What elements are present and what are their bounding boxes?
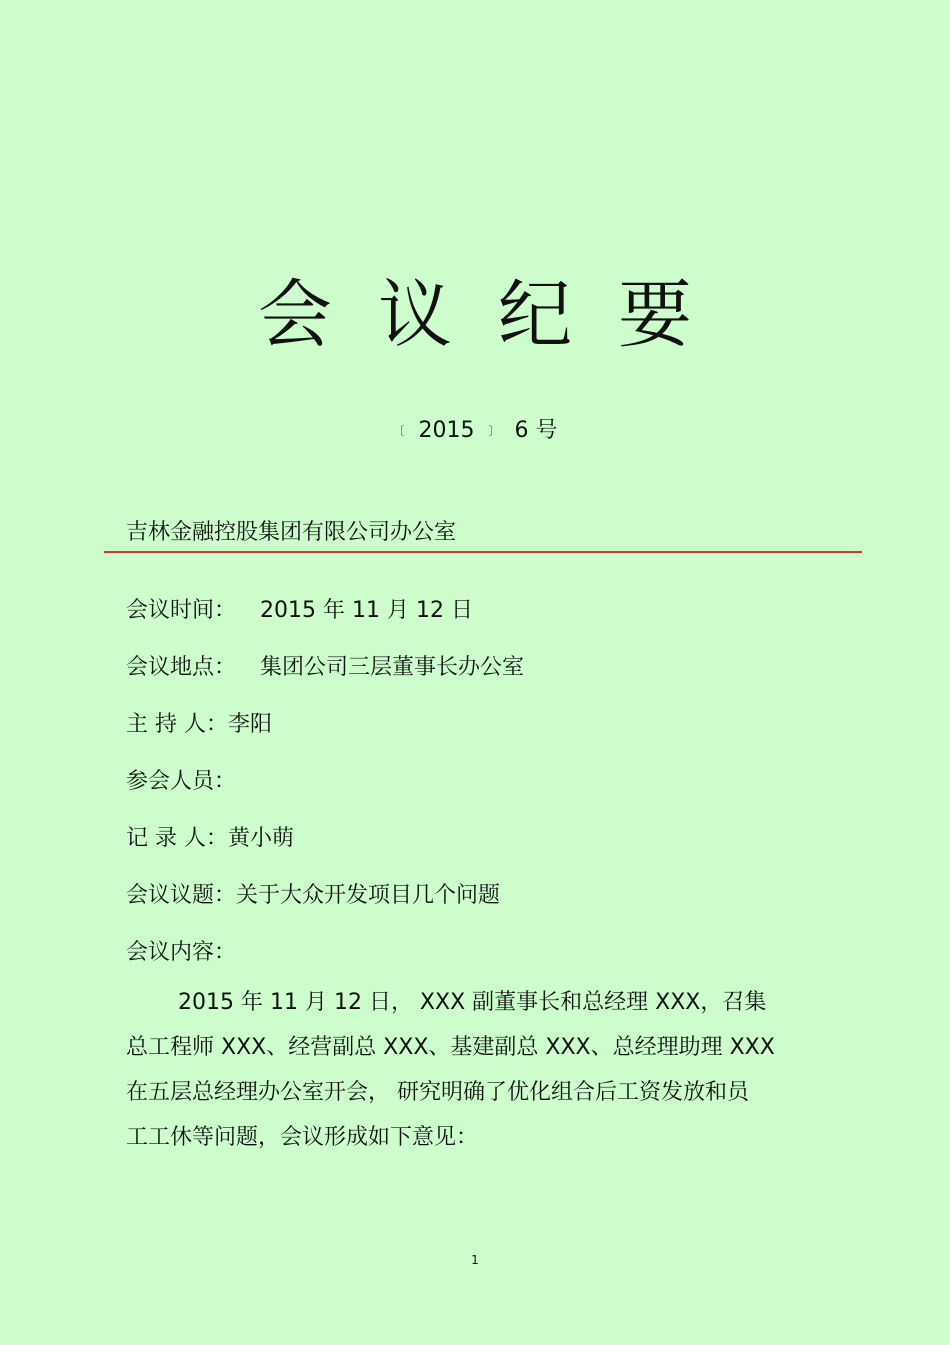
- page-number: 1: [471, 1253, 479, 1267]
- body-line: 2015 年 11 月 12 日， XXX 副董事长和总经理 XXX，召集: [178, 990, 767, 1015]
- meeting-place-label: 会议地点：: [126, 655, 237, 680]
- content-label-row: [126, 938, 236, 968]
- topic-value: 关于大众开发项目几个问题: [236, 883, 501, 908]
- meeting-time-row: [126, 596, 473, 626]
- topic-row: [126, 881, 500, 911]
- recorder-label: 记 录 人：: [126, 826, 228, 851]
- meeting-place-row: [126, 653, 524, 683]
- host-row: [126, 710, 272, 740]
- body-line: 在五层总经理办公室开会， 研究明确了优化组合后工资发放和员: [126, 1080, 749, 1105]
- host-value: 李阳: [228, 712, 273, 737]
- body-line: 总工程师 XXX、经营副总 XXX、基建副总 XXX、总经理助理 XXX: [126, 1035, 775, 1060]
- close-bracket: 〕: [488, 424, 501, 438]
- attendees-row: [126, 767, 242, 797]
- title-char: 议: [378, 272, 452, 358]
- topic-label: 会议议题：: [126, 883, 237, 908]
- title-char: 要: [618, 272, 692, 358]
- open-bracket: 〔: [392, 424, 405, 438]
- title-char: 纪: [498, 272, 572, 358]
- document-number: [0, 416, 950, 446]
- meeting-time-label: 会议时间：: [126, 598, 237, 623]
- doc-serial: 6 号: [514, 418, 558, 443]
- document-title: [0, 270, 950, 360]
- attendees-label: 参会人员：: [126, 769, 237, 794]
- content-label: 会议内容：: [126, 940, 237, 965]
- doc-year: 2015: [418, 418, 475, 443]
- host-label: 主 持 人：: [126, 712, 228, 737]
- recorder-value: 黄小萌: [228, 826, 295, 851]
- recorder-row: [126, 824, 294, 854]
- red-divider-line: [104, 551, 862, 553]
- title-char: 会: [258, 272, 332, 358]
- meeting-time-value: 2015 年 11 月 12 日: [260, 598, 473, 623]
- body-line: 工工休等问题，会议形成如下意见：: [126, 1125, 479, 1150]
- meeting-place-value: 集团公司三层董事长办公室: [260, 655, 525, 680]
- issuing-office: 吉林金融控股集团有限公司办公室: [126, 520, 457, 545]
